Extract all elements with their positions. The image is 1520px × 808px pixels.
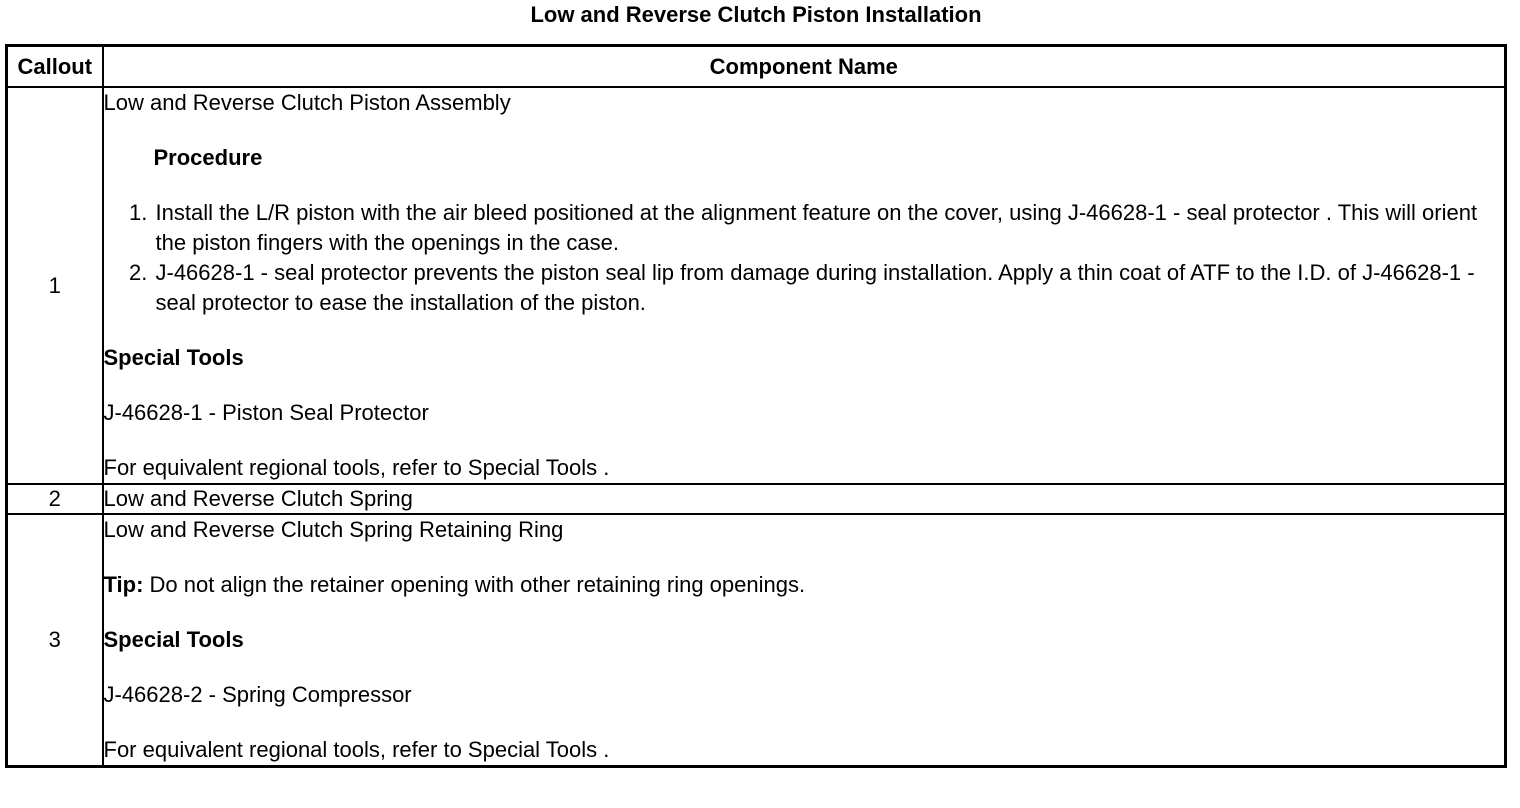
procedure-heading: Procedure bbox=[153, 145, 263, 170]
callout-number: 1 bbox=[7, 87, 103, 484]
component-table bbox=[5, 44, 1507, 768]
component-cell bbox=[103, 514, 1506, 767]
tip-text: Do not align the retainer opening with other retaining ring openings. bbox=[143, 572, 806, 597]
procedure-step: 2. J-46628-1 - seal protector prevents the piston seal lip from damage during installation. Apply a thin coat of ATF to the I.D. of J-46628-1 - seal protector to ease the installation of the piston. bbox=[154, 258, 1505, 318]
table-row bbox=[7, 484, 1506, 514]
special-tools-heading: Special Tools bbox=[103, 627, 244, 652]
table-row bbox=[7, 514, 1506, 767]
equivalent-tools-note: For equivalent regional tools, refer to Special Tools . bbox=[103, 737, 610, 762]
component-cell bbox=[103, 87, 1506, 484]
page-title: Low and Reverse Clutch Piston Installation bbox=[530, 2, 982, 27]
special-tool-item: J-46628-2 - Spring Compressor bbox=[103, 682, 412, 707]
special-tool-item: J-46628-1 - Piston Seal Protector bbox=[103, 400, 429, 425]
special-tools-heading: Special Tools bbox=[103, 345, 244, 370]
header-row bbox=[7, 46, 1506, 88]
equivalent-tools-note: For equivalent regional tools, refer to Special Tools . bbox=[103, 455, 610, 480]
callout-number: 3 bbox=[7, 514, 103, 767]
tip-label: Tip: bbox=[103, 572, 144, 597]
component-name: Low and Reverse Clutch Spring bbox=[103, 484, 1506, 514]
callout-number: 2 bbox=[7, 484, 103, 514]
procedure-steps bbox=[104, 198, 1505, 318]
table-row bbox=[7, 87, 1506, 484]
component-name: Low and Reverse Clutch Piston Assembly bbox=[103, 90, 511, 115]
callout-column-header: Callout bbox=[7, 46, 103, 88]
component-name: Low and Reverse Clutch Spring Retaining Ring bbox=[103, 517, 564, 542]
procedure-step: 1. Install the L/R piston with the air bleed positioned at the alignment feature on the cover, using J-46628-1 - seal protector . This will orient the piston fingers with the openings in the case. bbox=[154, 198, 1505, 258]
component-name-column-header: Component Name bbox=[103, 46, 1506, 88]
tip-note bbox=[104, 570, 1505, 600]
